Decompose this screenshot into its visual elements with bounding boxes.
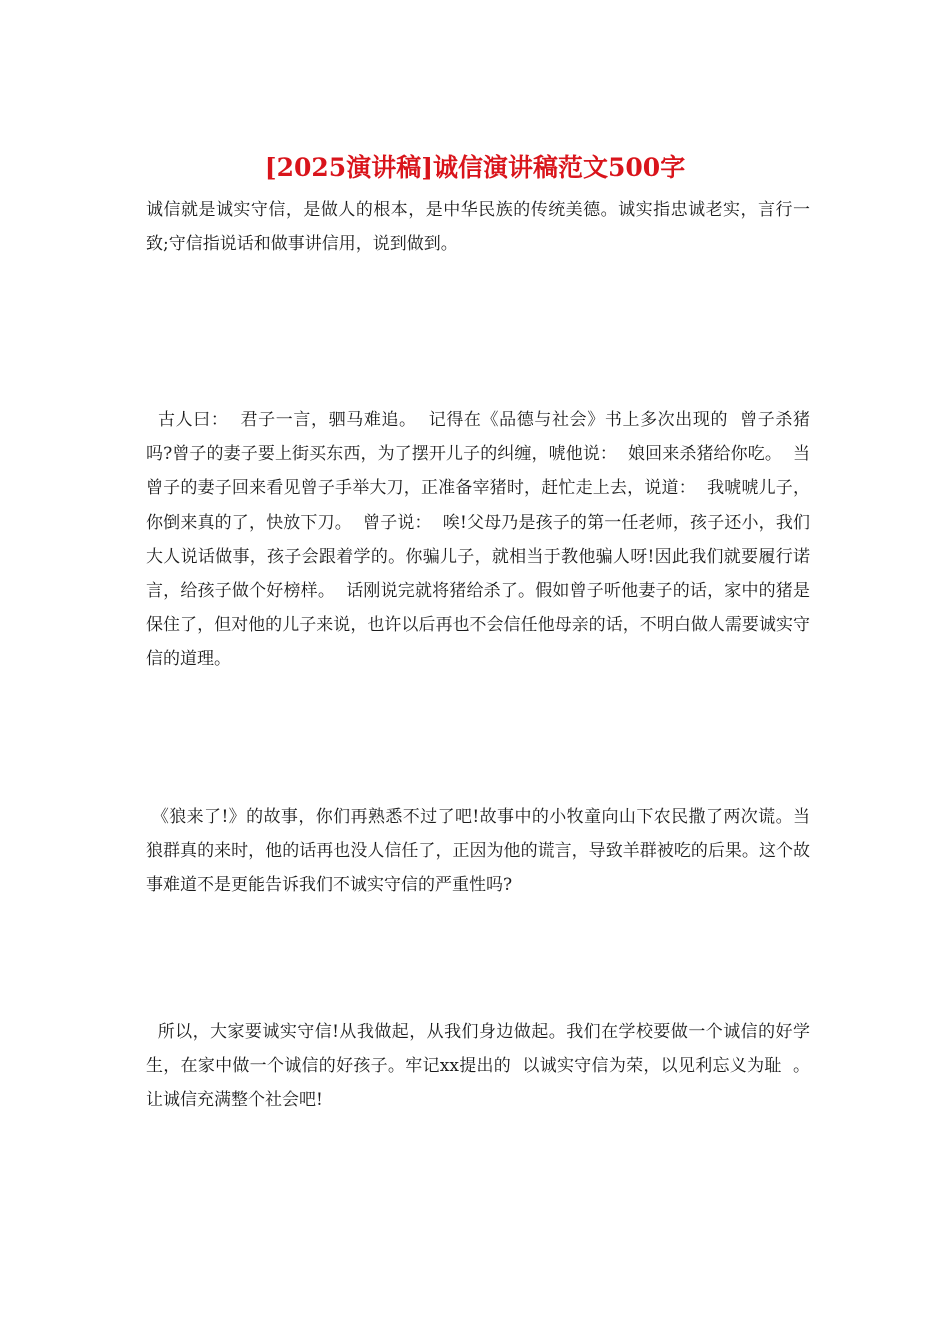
document-title: [2025演讲稿]诚信演讲稿范文500字	[264, 153, 686, 182]
paragraph-intro: 诚信就是诚实守信，是做人的根本，是中华民族的传统美德。诚实指忠诚老实，言行一致;守信指说话和做事讲信用，说到做到。	[146, 200, 810, 255]
paragraph-conclusion: 所以，大家要诚实守信!从我做起，从我们身边做起。我们在学校要做一个诚信的好学生，在家中做一个诚信的好孩子。牢记xx提出的 以诚实守信为荣，以见利忘义为耻 。让诚信充满整个社会吧!	[146, 1022, 810, 1111]
paragraph-wolf-story: 《狼来了!》的故事，你们再熟悉不过了吧!故事中的小牧童向山下农民撒了两次谎。当狼群真的来时，他的话再也没人信任了，正因为他的谎言，导致羊群被吃的后果。这个故事难道不是更能告诉我们不诚实守信的严重性吗?	[146, 807, 810, 896]
paragraph-zengzi-story: 古人曰： 君子一言，驷马难追。 记得在《品德与社会》书上多次出现的 曾子杀猪 吗?曾子的妻子要上街买东西，为了摆开儿子的纠缠，唬他说： 娘回来杀猪给你吃。 当曾子的妻子回来看见曾子手举大刀，正准备宰猪时，赶忙走上去，说道： 我唬唬儿子，你倒来真的了，快放下刀。 曾子说： 唉!父母乃是孩子的第一任老师，孩子还小，我们大人说话做事，孩子会跟着学的。你骗儿子，就相当于教他骗人呀!因此我们就要履行诺言，给孩子做个好榜样。 话刚说完就将猪给杀了。假如曾子听他妻子的话，家中的猪是保住了，但对他的儿子来说，也许以后再也不会信任他母亲的话，不明白做人需要诚实守信的道理。	[146, 410, 821, 670]
